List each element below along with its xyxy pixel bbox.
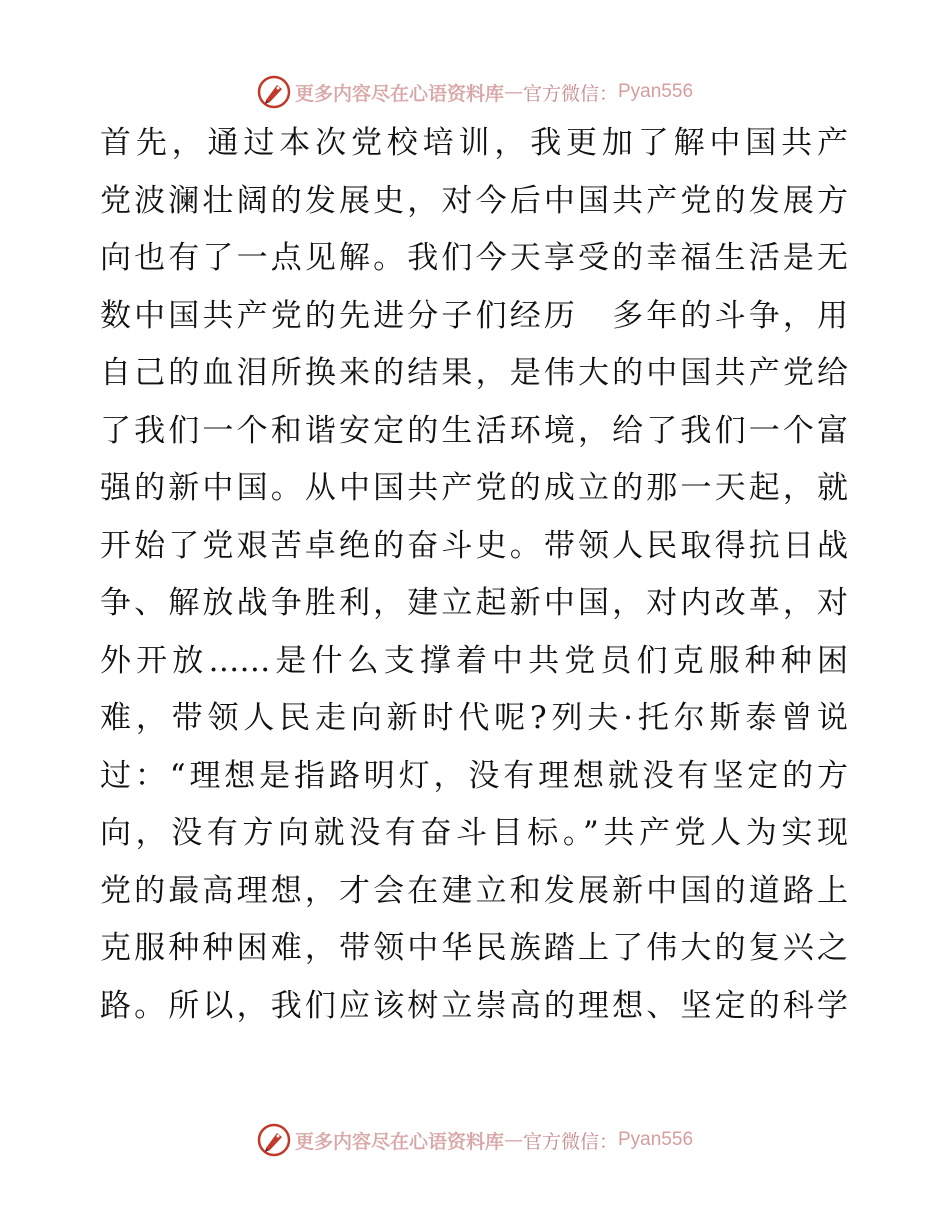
body-line: 首先，通过本次党校培训，我更加了解中国共产 bbox=[100, 125, 848, 161]
footer-site-name: 更多内容尽在心语资料库 bbox=[294, 1130, 504, 1153]
body-line: 难，带领人民走向新时代呢?列夫·托尔斯泰曾说 bbox=[100, 700, 848, 736]
body-line: 争、解放战争胜利，建立起新中国，对内改革，对 bbox=[100, 585, 848, 621]
footer-wechat-label: 官方微信： bbox=[522, 1130, 618, 1153]
header-separator: — bbox=[503, 81, 523, 103]
body-line: 向也有了一点见解。我们今天享受的幸福生活是无 bbox=[100, 240, 848, 276]
body-line: 了我们一个和谐安定的生活环境，给了我们一个富 bbox=[100, 412, 848, 449]
body-line: 党波澜壮阔的发展史，对今后中国共产党的发展方 bbox=[100, 182, 848, 219]
header-wechat-label: 官方微信： bbox=[522, 82, 618, 105]
body-line: 外开放……是什么支撑着中共党员们克服种种困 bbox=[100, 642, 848, 679]
footer-account: Pyan556 bbox=[618, 1129, 694, 1150]
body-line: 克服种种困难，带领中华民族踏上了伟大的复兴之 bbox=[100, 930, 848, 966]
body-line: 党的最高理想，才会在建立和发展新中国的道路上 bbox=[100, 872, 848, 909]
header-account: Pyan556 bbox=[618, 81, 694, 102]
footer-banner bbox=[0, 1120, 950, 1160]
pen-nib-logo-icon bbox=[257, 75, 291, 109]
body-line: 向，没有方向就没有奋斗目标。”共产党人为实现 bbox=[100, 815, 848, 851]
body-line: 过：“理想是指路明灯，没有理想就没有坚定的方 bbox=[100, 757, 848, 794]
header-site-name: 更多内容尽在心语资料库 bbox=[294, 82, 504, 105]
body-line: 开始了党艰苦卓绝的奋斗史。带领人民取得抗日战 bbox=[100, 527, 848, 564]
footer-separator: — bbox=[503, 1129, 523, 1151]
body-line: 路。所以，我们应该树立崇高的理想、坚定的科学 bbox=[100, 987, 848, 1024]
header-banner bbox=[0, 72, 950, 112]
pen-nib-logo-icon bbox=[257, 1123, 291, 1157]
body-line: 数中国共产党的先进分子们经历 多年的斗争，用 bbox=[100, 297, 848, 334]
body-line: 强的新中国。从中国共产党的成立的那一天起，就 bbox=[100, 470, 848, 506]
body-line: 自己的血泪所换来的结果，是伟大的中国共产党给 bbox=[100, 355, 848, 391]
document-body bbox=[100, 115, 848, 1035]
